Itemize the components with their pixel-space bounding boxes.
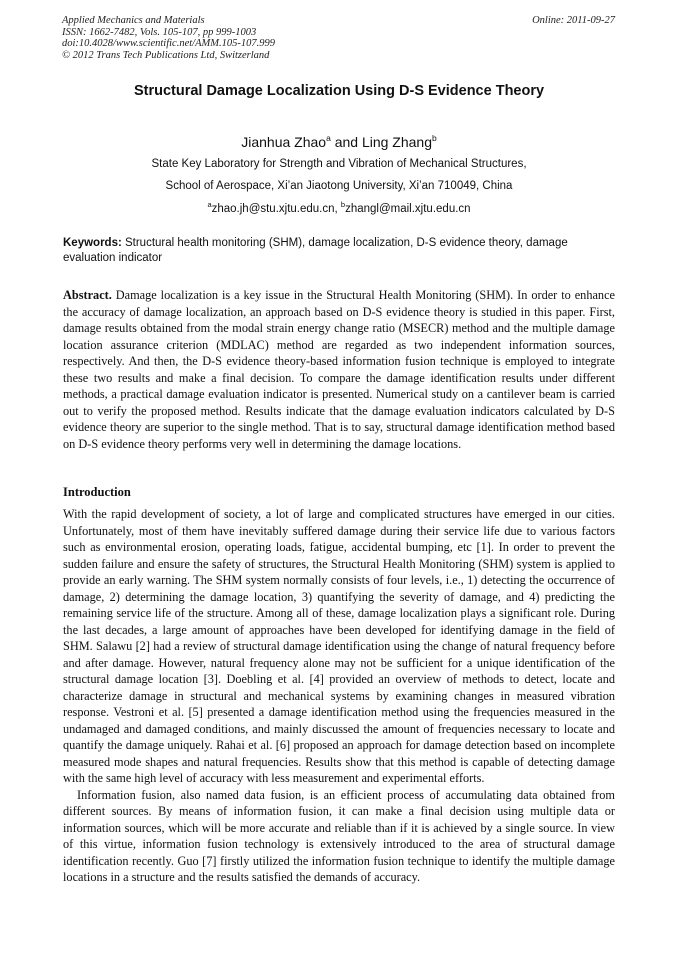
introduction-paragraph-2: Information fusion, also named data fusion, is an efficient process of accumulating data obtained from different sources. By means of information fusion, it can make a final decision using multiple data or information sources, which will be more accurate and reliable than if it is achieved by a single source. In view of this virtue, information fusion technology is extensively introduced to the area of structural damage identification recently. Guo [7] firstly utilized the information fusion technique to identify the multiple damage locations in a structure and the results satisfied the demands of accuracy. bbox=[63, 787, 615, 884]
introduction-heading: Introduction bbox=[63, 485, 131, 499]
paper-title: Structural Damage Localization Using D-S Evidence Theory bbox=[133, 83, 545, 99]
email-a-superscript: a bbox=[207, 200, 212, 209]
journal-header bbox=[62, 15, 275, 61]
journal-issn: ISSN: 1662-7482, Vols. 105-107, pp 999-1003 bbox=[62, 26, 257, 38]
author-1-superscript: a bbox=[326, 133, 331, 143]
journal-doi: doi:10.4028/www.scientific.net/AMM.105-107.999 bbox=[62, 38, 275, 49]
author-emails bbox=[0, 202, 678, 216]
introduction-body bbox=[63, 506, 615, 886]
journal-copyright: © 2012 Trans Tech Publications Ltd, Switzerland bbox=[62, 49, 270, 61]
introduction-paragraph-1: With the rapid development of society, a lot of large and complicated structures have emerged in our cities. Unfortunately, most of them have inevitably suffered damage during their service life due to various factors such as environmental erosion, operating loads, fatigue, accidental bumping, etc [1]. In order to prevent the sudden failure and ensure the safety of structures, the Structural Health Monitoring (SHM) system is applied to provide an early warning. The SHM system normally consists of four levels, i.e., 1) detecting the occurrence of damage, 2) determining the damage location, 3) quantifying the severity of damage, and 4) predicting the remaining service life of the structure. Among all of these, damage localization plays a significant role. During the last decades, a large amount of approaches have been developed for identifying damage in the field of SHM. Salawu [2] had a review of structural damage identification using the change of natural frequency before and after damage. However, natural frequency alone may not be sufficient for a unique identification of the structural damage location [3]. Doebling et al. [4] provided an overview of methods to detect, locate and characterize damage in structural and mechanical systems by examining changes in measured vibration response. Vestroni et al. [5] presented a damage identification method using the frequencies measured in the undamaged and damaged conditions, and mainly discussed the amount of frequencies necessary to locate and quantify the damage uniquely. Rahai et al. [6] proposed an approach for damage detection based on incomplete measured mode shapes and natural frequencies. Results show that this method is capable of detecting damage with the same high level of accuracy with less measurement and experimental efforts. bbox=[63, 507, 615, 785]
author-1: Jianhua Zhao bbox=[241, 134, 327, 150]
affiliation-line-2: School of Aerospace, Xi’an Jiaotong University, Xi’an 710049, China bbox=[165, 180, 513, 192]
author-2: and Ling Zhang bbox=[330, 134, 433, 150]
author-2-superscript: b bbox=[432, 133, 437, 143]
affiliation-line-1: State Key Laboratory for Strength and Vibration of Mechanical Structures, bbox=[151, 158, 527, 170]
email-b-superscript: b bbox=[340, 200, 346, 209]
abstract bbox=[63, 287, 615, 452]
email-a: zhao.jh@stu.xjtu.edu.cn, bbox=[211, 203, 341, 215]
abstract-label: Abstract. bbox=[63, 288, 112, 302]
journal-name: Applied Mechanics and Materials bbox=[62, 15, 205, 26]
keywords bbox=[63, 236, 615, 266]
keywords-label: Keywords: bbox=[63, 237, 122, 249]
online-date: Online: 2011-09-27 bbox=[532, 15, 615, 26]
abstract-text: Damage localization is a key issue in the Structural Health Monitoring (SHM). In order to enhance the accuracy of damage localization, an approach based on D-S evidence theory is studied in this paper. First, damage results obtained from the modal strain energy change ratio (MSECR) method and the multiple damage location assurance criterion (MDLAC) method are regarded as two independent information sources, respectively. And then, the D-S evidence theory-based information fusion technique is employed to integrate these two results and make a final decision. To compare the damage identification results under different methods, a practical damage evaluation indicator is presented. Numerical study on a cantilever beam is carried out to verify the proposed method. Results indicate that the damage evaluation indicators calculated by D-S evidence theory are superior to the single method. That is to say, structural damage identification method based on D-S evidence theory performs very well in determining the damage locations. bbox=[63, 288, 615, 451]
email-b: zhangl@mail.xjtu.edu.cn bbox=[345, 203, 471, 215]
author-line bbox=[0, 133, 678, 151]
keywords-text: Structural health monitoring (SHM), damage localization, D-S evidence theory, damage evaluation indicator bbox=[63, 237, 568, 264]
